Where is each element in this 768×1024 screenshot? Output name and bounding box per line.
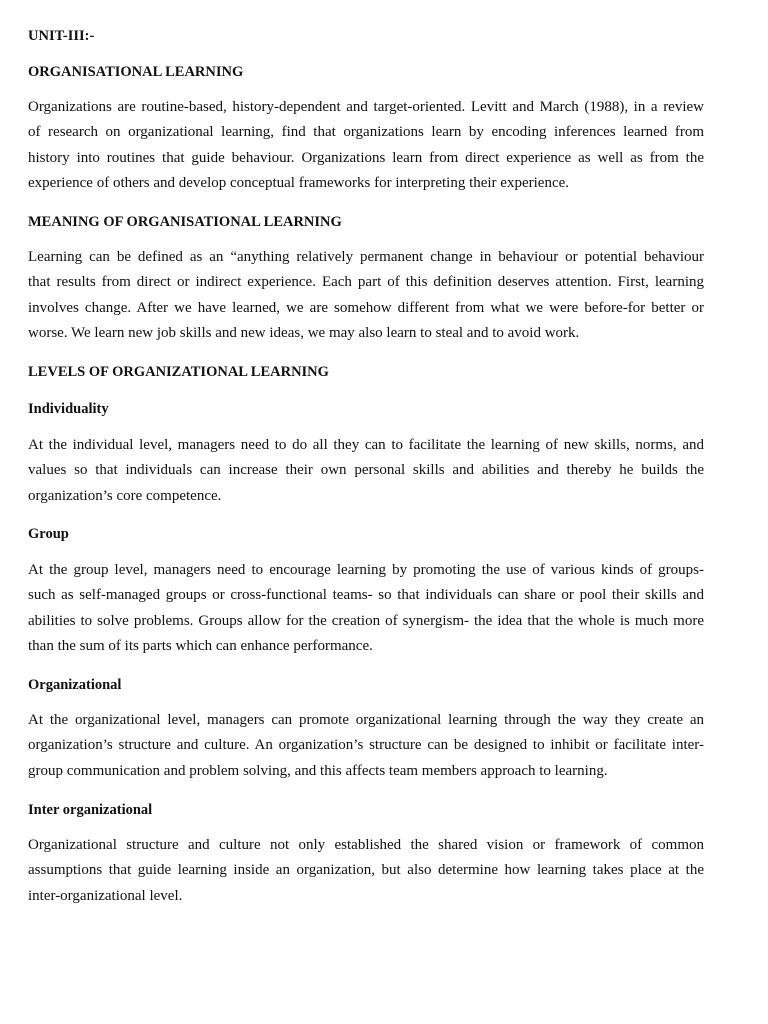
paragraph-line: of research on organizational learning, find that organizations learn by encoding inferences learned from: [28, 124, 704, 141]
paragraph-line: history into routines that guide behaviour. Organizations learn from direct experience as well as from the: [28, 149, 704, 166]
paragraph-line: inter-organizational level.: [28, 887, 183, 904]
paragraph-line: experience of others and develop conceptual frameworks for interpreting their experience.: [28, 174, 570, 191]
subheading-organizational: Organizational: [28, 677, 122, 693]
paragraph-group: [28, 558, 704, 659]
paragraph-organisational-learning: [28, 95, 704, 196]
section-heading-meaning: MEANING OF ORGANISATIONAL LEARNING: [28, 214, 342, 230]
paragraph-line: than the sum of its parts which can enhance performance.: [28, 637, 373, 654]
paragraph-line: such as self-managed groups or cross-functional teams- so that individuals can share or pool their skills and: [28, 587, 704, 604]
section-heading-organisational-learning: ORGANISATIONAL LEARNING: [28, 64, 244, 80]
paragraph-line: organization’s core competence.: [28, 487, 222, 504]
subheading-inter-organizational: Inter organizational: [28, 802, 153, 818]
paragraph-line: Organizational structure and culture not only established the shared vision or framework of common: [28, 837, 704, 853]
paragraph-line: worse. We learn new job skills and new ideas, we may also learn to steal and to avoid work.: [28, 324, 580, 341]
paragraph-line: involves change. After we have learned, we are somehow different from what we were before-for better or: [28, 299, 704, 316]
section-heading-levels: LEVELS OF ORGANIZATIONAL LEARNING: [28, 364, 329, 380]
paragraph-line: assumptions that guide learning inside an organization, but also determine how learning takes place at the: [28, 862, 704, 879]
paragraph-line: group communication and problem solving, and this affects team members approach to learning.: [28, 762, 608, 779]
paragraph-organizational: [28, 708, 704, 784]
unit-heading: UNIT-III:-: [28, 28, 95, 44]
paragraph-meaning: [28, 245, 704, 346]
paragraph-line: abilities to solve problems. Groups allow for the creation of synergism- the idea that the whole is much more: [28, 612, 704, 629]
paragraph-inter-organizational: [28, 833, 704, 909]
paragraph-line: Learning can be defined as an “anything relatively permanent change in behaviour or potential behaviour: [28, 249, 704, 265]
paragraph-line: Organizations are routine-based, history-dependent and target-oriented. Levitt and March (1988), in a review: [28, 99, 704, 115]
paragraph-individuality: [28, 433, 704, 509]
subheading-individuality: Individuality: [28, 401, 109, 417]
paragraph-line: At the organizational level, managers can promote organizational learning through the way they create an: [28, 712, 704, 728]
paragraph-line: values so that individuals can increase their own personal skills and abilities and thereby he builds the: [28, 462, 704, 479]
subheading-group: Group: [28, 526, 69, 542]
paragraph-line: organization’s structure and culture. An organization’s structure can be designed to inhibit or facilitate inter-: [28, 737, 704, 754]
paragraph-line: At the individual level, managers need to do all they can to facilitate the learning of new skills, norms, and: [28, 437, 704, 453]
paragraph-line: that results from direct or indirect experience. Each part of this definition deserves attention. First, learning: [28, 274, 704, 291]
paragraph-line: At the group level, managers need to encourage learning by promoting the use of various kinds of groups-: [28, 562, 704, 578]
